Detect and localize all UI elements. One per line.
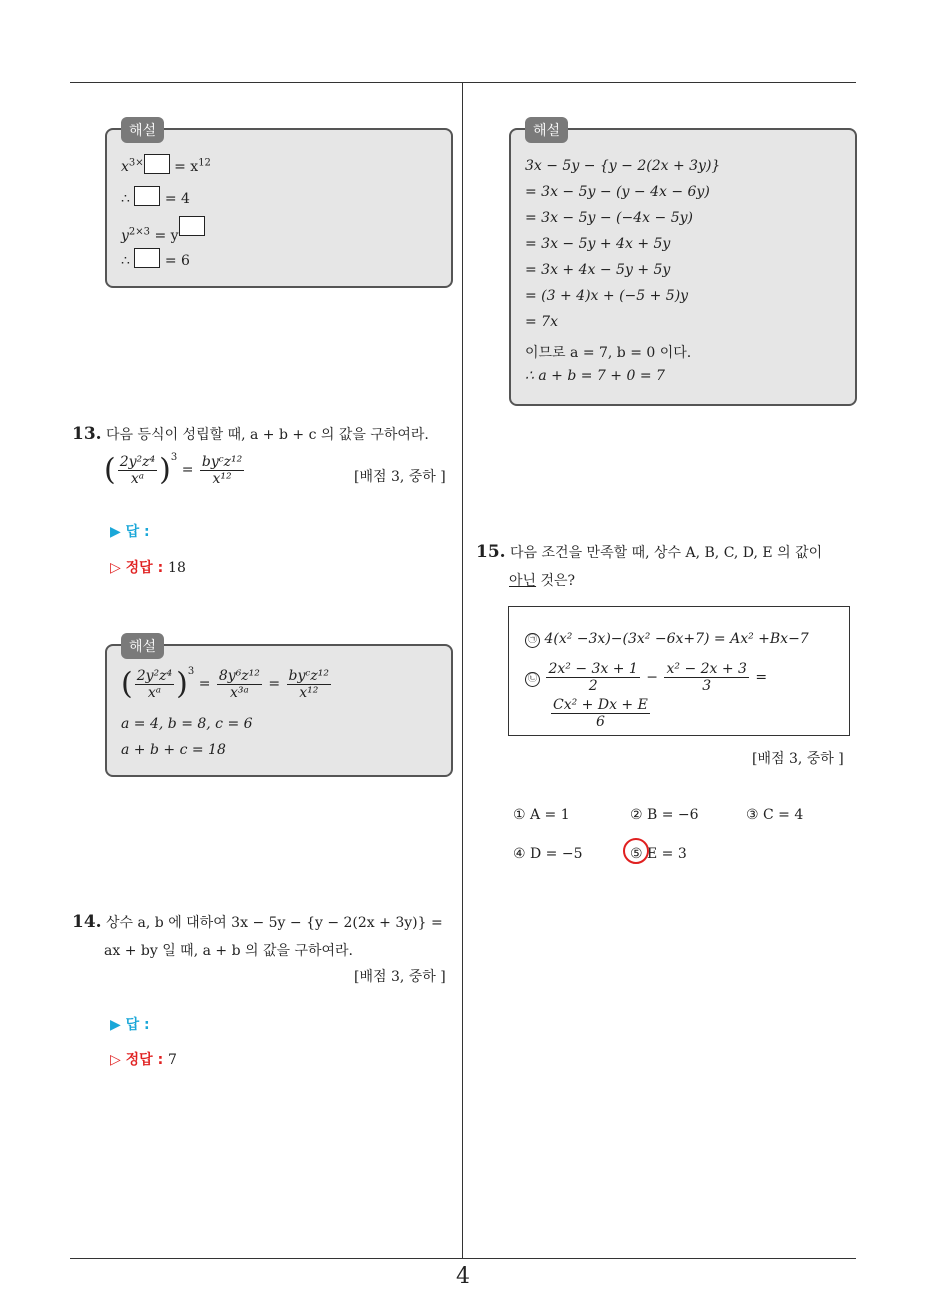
solution-box-12 xyxy=(105,123,453,288)
sol12-line1: $x^{3\times} = x^{12}$ xyxy=(121,154,211,175)
sol13-line3: a + b + c = 18 xyxy=(121,742,226,758)
q13-number: 13. xyxy=(72,424,102,444)
sol14-line5: = 3x + 4x − 5y + 5y xyxy=(525,262,671,278)
sol12-line4: ∴ = 6 xyxy=(121,248,190,269)
q15-condition-2-rhs: $\frac{\text{Cx² + Dx + E}}{6}$ xyxy=(553,697,648,730)
choice-5[interactable]: ⑤ E = 3 xyxy=(630,846,687,862)
top-rule xyxy=(70,82,856,83)
blank-box xyxy=(144,154,170,174)
sol14-line7: = 7x xyxy=(525,314,558,330)
sol14-line9: ∴ a + b = 7 + 0 = 7 xyxy=(525,368,665,384)
sol12-line2: ∴ = 4 xyxy=(121,186,190,207)
sol14-line2: = 3x − 5y − (y − 4x − 6y) xyxy=(525,184,710,200)
q15-condition-1: ㉠ 4(x² −3x)−(3x² −6x+7) = Ax² +Bx−7 xyxy=(525,631,809,648)
solution-box-13 xyxy=(105,639,453,777)
sol13-line1: ( $\frac{\text{2y²z⁴}}{\text{xᵃ}}$ )$^3$ = $\frac{\text{8y⁶z¹²}}{\text{x³ᵃ}}$ = $\frac{\text{byᶜz¹²}}{\text{x¹²}}$ xyxy=(121,666,329,702)
q15-points: [배점 3, 중하 ] xyxy=(752,751,844,767)
choice-3[interactable]: ③ C = 4 xyxy=(746,807,804,823)
q14-correct: ▷ 정답 : 7 xyxy=(110,1052,177,1068)
answer-mark-circle xyxy=(623,838,649,864)
q13-correct: ▷ 정답 : 18 xyxy=(110,560,186,576)
solution-label: 해설 xyxy=(525,117,568,143)
q13-correct-value: 18 xyxy=(168,560,186,576)
q13-answer-label: ▶ 답 : xyxy=(110,524,150,540)
sol14-line1: 3x − 5y − {y − 2(2x + 3y)} xyxy=(525,158,721,174)
blank-box xyxy=(134,186,160,206)
sol14-line6: = (3 + 4)x + (−5 + 5)y xyxy=(525,288,689,304)
solution-box-14 xyxy=(509,123,857,406)
q14-prompt-line1: 14. 상수 a, b 에 대하여 3x − 5y − {y − 2(2x + 3y)} = xyxy=(72,912,443,932)
q14-points: [배점 3, 중하 ] xyxy=(354,969,446,985)
column-divider xyxy=(462,83,463,1259)
q13-points: [배점 3, 중하 ] xyxy=(354,469,446,485)
choice-1[interactable]: ① A = 1 xyxy=(513,807,570,823)
bottom-rule xyxy=(70,1258,856,1259)
q14-prompt-line2: ax + by 일 때, a + b 의 값을 구하여라. xyxy=(104,943,354,959)
q15-number: 15. xyxy=(476,542,506,562)
q14-number: 14. xyxy=(72,912,102,932)
q15-underlined-word: 아닌 xyxy=(509,573,537,589)
q15-condition-2: ㉡ $\frac{\text{2x² − 3x + 1}}{2}$ − $\frac{\text{x² − 2x + 3}}{3}$ = xyxy=(525,661,767,694)
sol13-line2: a = 4, b = 8, c = 6 xyxy=(121,716,253,732)
sol14-line3: = 3x − 5y − (−4x − 5y) xyxy=(525,210,693,226)
blank-box xyxy=(134,248,160,268)
blank-box xyxy=(179,216,205,236)
sol14-line4: = 3x − 5y + 4x + 5y xyxy=(525,236,671,252)
q13-equation: ( $\frac{\text{2y²z⁴}}{\text{xᵃ}}$ )$^3$ = $\frac{\text{byᶜz¹²}}{\text{x¹²}}$ xyxy=(104,452,243,488)
q13-prompt: 13. 다음 등식이 성립할 때, a + b + c 의 값을 구하여라. xyxy=(72,424,429,444)
choice-4[interactable]: ④ D = −5 xyxy=(513,846,583,862)
sol14-line8: 이므로 a = 7, b = 0 이다. xyxy=(525,345,692,361)
q15-prompt-line2: 아닌 것은? xyxy=(509,573,576,589)
q14-answer-label: ▶ 답 : xyxy=(110,1017,150,1033)
q15-prompt-line1: 15. 다음 조건을 만족할 때, 상수 A, B, C, D, E 의 값이 xyxy=(476,542,823,562)
q14-correct-value: 7 xyxy=(168,1052,177,1068)
page-number: 4 xyxy=(456,1264,470,1289)
sol12-line3: $y^{2\times 3} = y$ xyxy=(121,216,205,244)
q15-condition-box xyxy=(508,606,850,736)
solution-label: 해설 xyxy=(121,633,164,659)
choice-2[interactable]: ② B = −6 xyxy=(630,807,699,823)
solution-label: 해설 xyxy=(121,117,164,143)
